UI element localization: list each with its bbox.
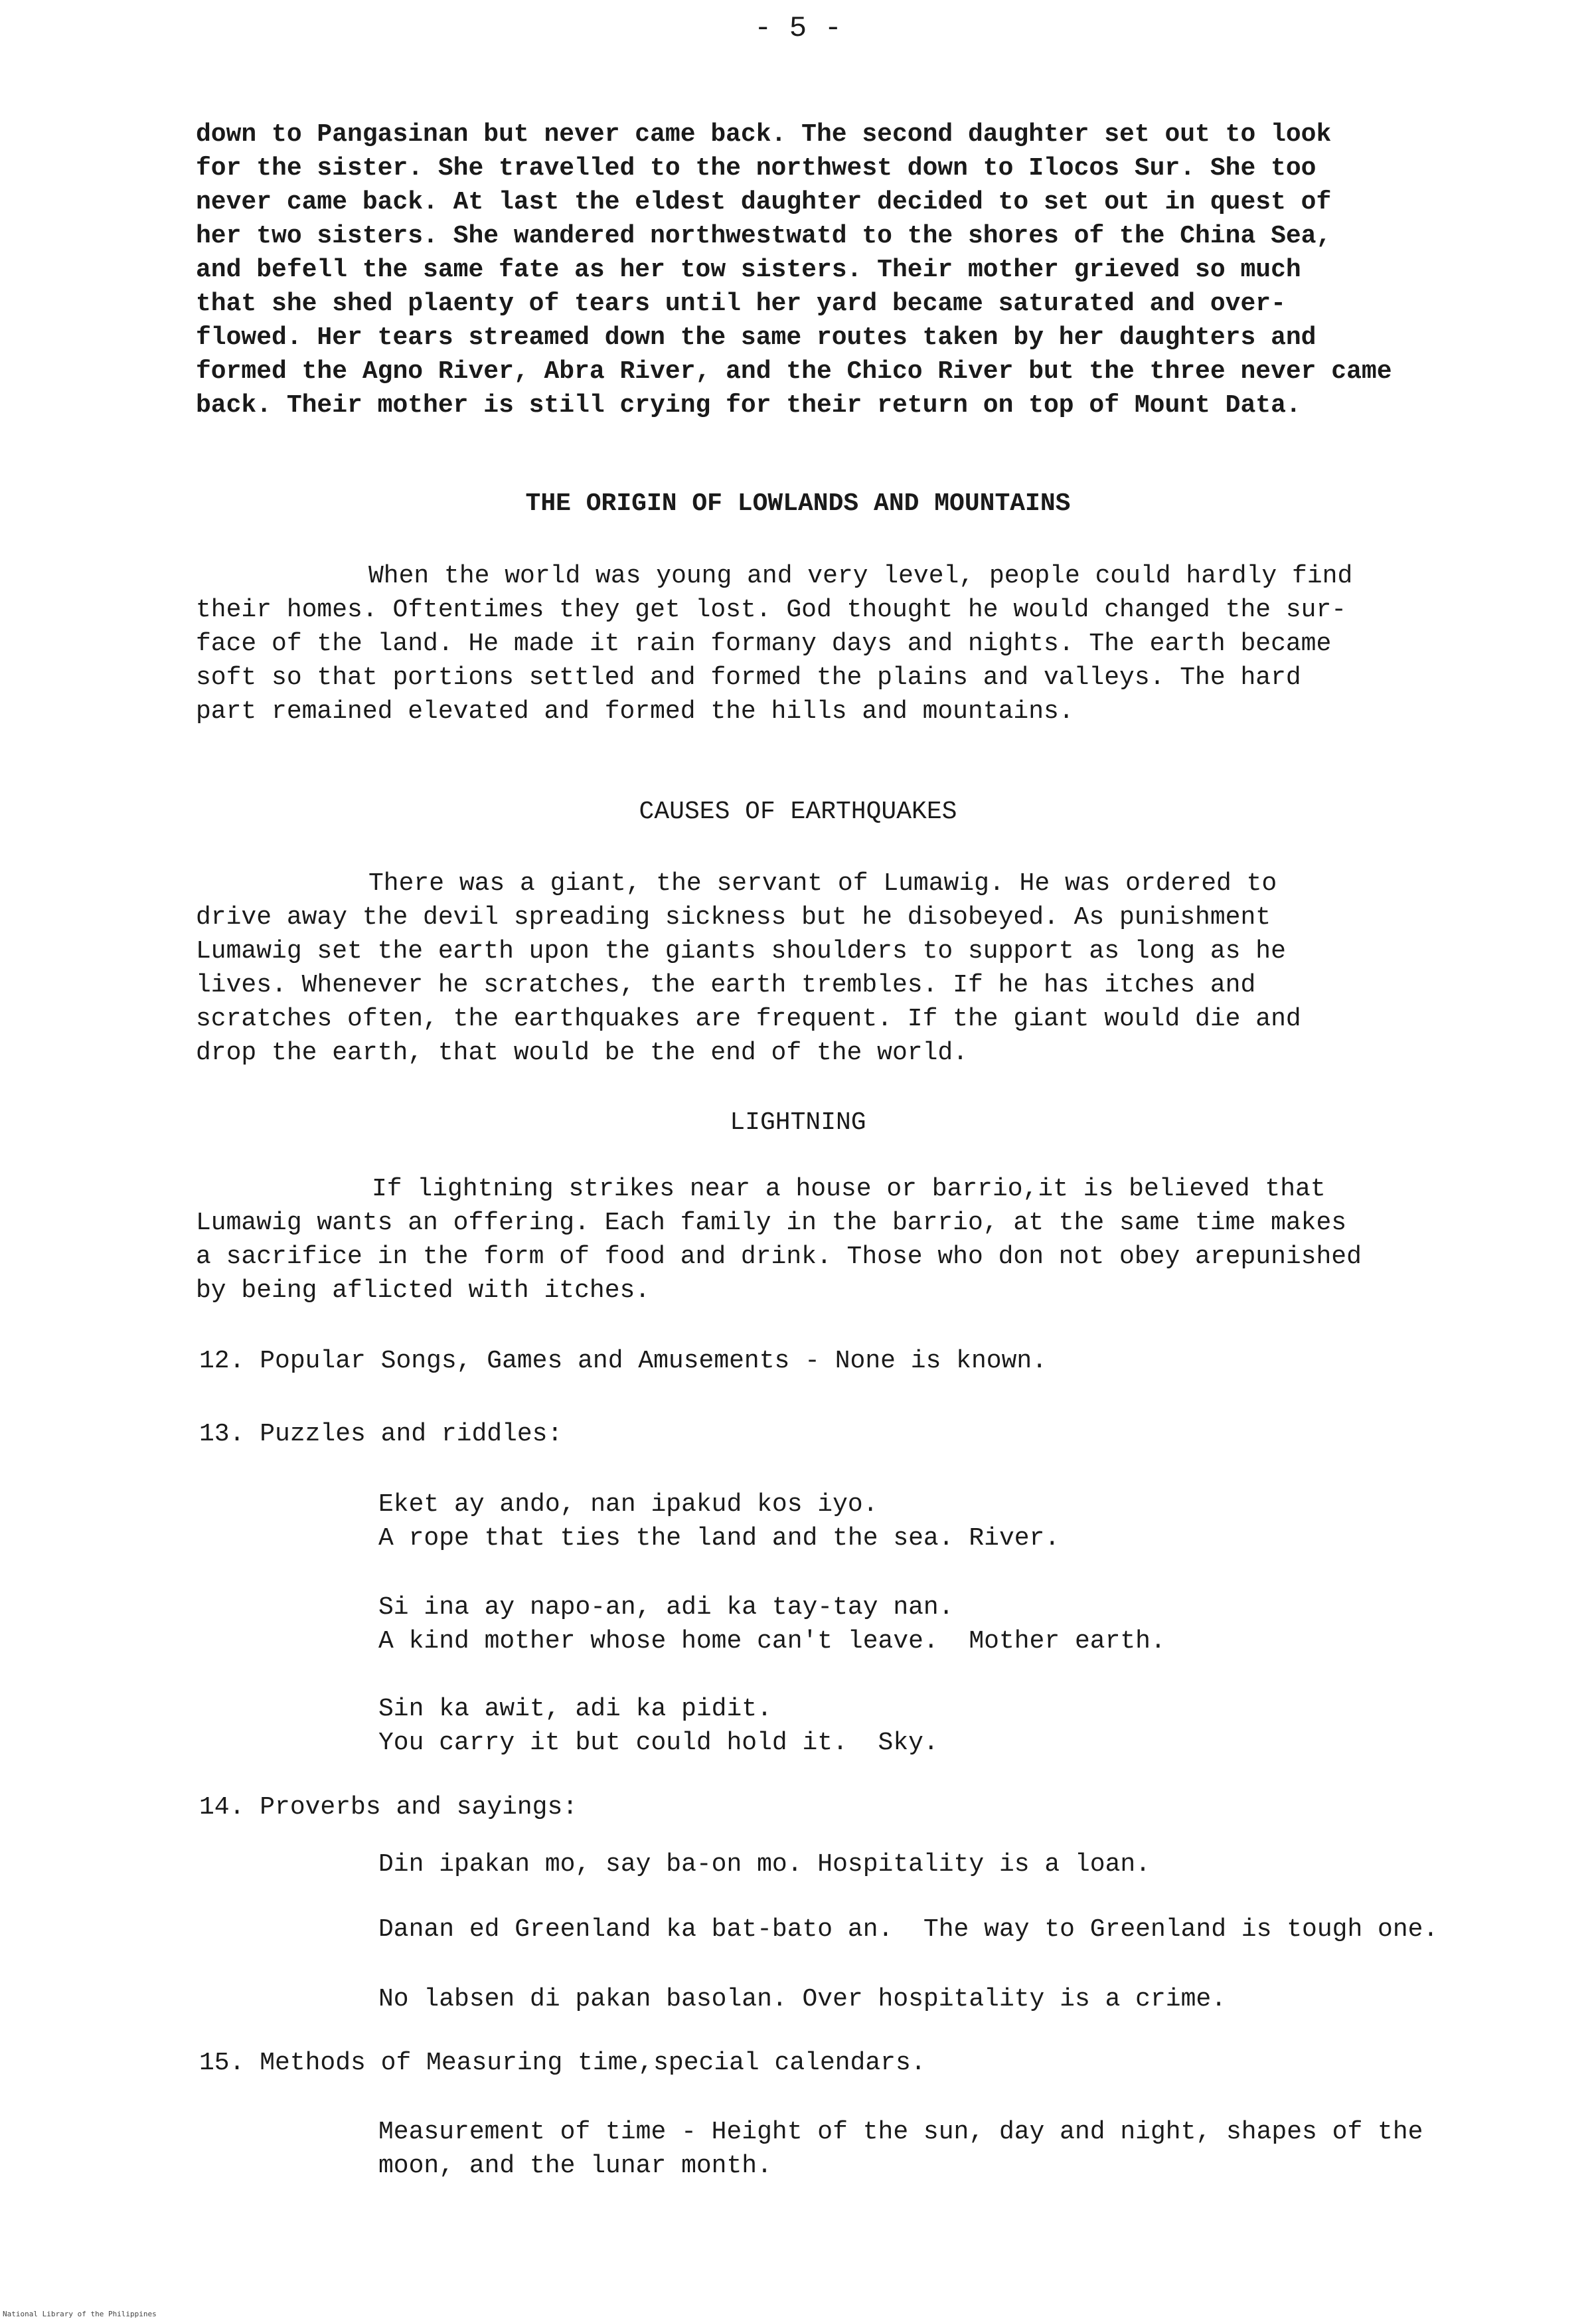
riddle-1	[378, 1488, 1060, 1555]
body-line: If lightning strikes near a house or barrio,it is believed that	[372, 1175, 1326, 1203]
body-line: face of the land. He made it rain formany days and nights. The earth became	[196, 630, 1332, 658]
measurement-text	[378, 2115, 1423, 2183]
item-14: 14. Proverbs and sayings:	[199, 1793, 578, 1822]
section-title-lightning: LIGHTNING	[730, 1108, 866, 1137]
body-line: part remained elevated and formed the hills and mountains.	[196, 697, 1074, 726]
section-body-earthquakes	[196, 867, 1497, 1070]
intro-line: down to Pangasinan but never came back. The second daughter set out to look	[196, 120, 1332, 149]
body-line: soft so that portions settled and formed the plains and valleys. The hard	[196, 663, 1301, 692]
section-title-origin: THE ORIGIN OF LOWLANDS AND MOUNTAINS	[525, 489, 1071, 518]
intro-paragraph	[196, 118, 1497, 422]
item-15: 15. Methods of Measuring time,special calendars.	[199, 2049, 926, 2077]
proverb-2: Danan ed Greenland ka bat-bato an. The way to Greenland is tough one.	[378, 1915, 1439, 1944]
riddle-3	[378, 1692, 939, 1760]
body-line: scratches often, the earthquakes are frequent. If the giant would die and	[196, 1005, 1301, 1033]
body-line: lives. Whenever he scratches, the earth trembles. If he has itches and	[196, 971, 1256, 999]
body-line: There was a giant, the servant of Lumawig. He was ordered to	[368, 869, 1277, 898]
proverb-1: Din ipakan mo, say ba-on mo. Hospitality is a loan.	[378, 1850, 1151, 1879]
riddle-translation: You carry it but could hold it. Sky.	[378, 1729, 939, 1757]
riddle-translation: A rope that ties the land and the sea. River.	[378, 1524, 1060, 1553]
riddle-translation: A kind mother whose home can't leave. Mother earth.	[378, 1627, 1166, 1656]
intro-line: for the sister. She travelled to the northwest down to Ilocos Sur. She too	[196, 154, 1317, 183]
riddle-2	[378, 1590, 1166, 1658]
riddle-text: Si ina ay napo-an, adi ka tay-tay nan.	[378, 1593, 954, 1622]
intro-line: and befell the same fate as her tow sisters. Their mother grieved so much	[196, 256, 1301, 284]
intro-line: formed the Agno River, Abra River, and the Chico River but the three never came	[196, 357, 1392, 386]
intro-line: that she shed plaenty of tears until her yard became saturated and over-	[196, 290, 1286, 318]
section-body-lightning	[196, 1172, 1497, 1308]
intro-line: back. Their mother is still crying for their return on top of Mount Data.	[196, 391, 1301, 420]
body-line: drop the earth, that would be the end of the world.	[196, 1039, 968, 1067]
body-line: drive away the devil spreading sickness but he disobeyed. As punishment	[196, 903, 1271, 932]
item-13: 13. Puzzles and riddles:	[199, 1420, 563, 1448]
body-line: by being aflicted with itches.	[196, 1276, 651, 1305]
intro-line: flowed. Her tears streamed down the same routes taken by her daughters and	[196, 323, 1317, 352]
section-body-origin	[196, 559, 1497, 729]
proverb-3: No labsen di pakan basolan. Over hospitality is a crime.	[378, 1985, 1227, 2014]
intro-line: never came back. At last the eldest daughter decided to set out in quest of	[196, 188, 1332, 216]
body-line: a sacrifice in the form of food and drink. Those who don not obey arepunished	[196, 1243, 1362, 1271]
intro-line: her two sisters. She wandered northwestwatd to the shores of the China Sea,	[196, 222, 1332, 250]
item-12: 12. Popular Songs, Games and Amusements - None is known.	[199, 1347, 1048, 1375]
measurement-line: Measurement of time - Height of the sun, day and night, shapes of the	[378, 2118, 1423, 2146]
library-footer: National Library of the Philippines	[3, 2310, 157, 2318]
body-line: Lumawig set the earth upon the giants shoulders to support as long as he	[196, 937, 1286, 966]
body-line: When the world was young and very level, people could hardly find	[368, 562, 1353, 590]
section-title-earthquakes: CAUSES OF EARTHQUAKES	[639, 798, 957, 826]
riddle-text: Eket ay ando, nan ipakud kos iyo.	[378, 1490, 878, 1519]
body-line: Lumawig wants an offering. Each family in the barrio, at the same time makes	[196, 1209, 1347, 1237]
riddle-text: Sin ka awit, adi ka pidit.	[378, 1695, 772, 1723]
page-number: - 5 -	[754, 12, 842, 45]
measurement-line: moon, and the lunar month.	[378, 2152, 772, 2180]
body-line: their homes. Oftentimes they get lost. God thought he would changed the sur-	[196, 596, 1347, 624]
